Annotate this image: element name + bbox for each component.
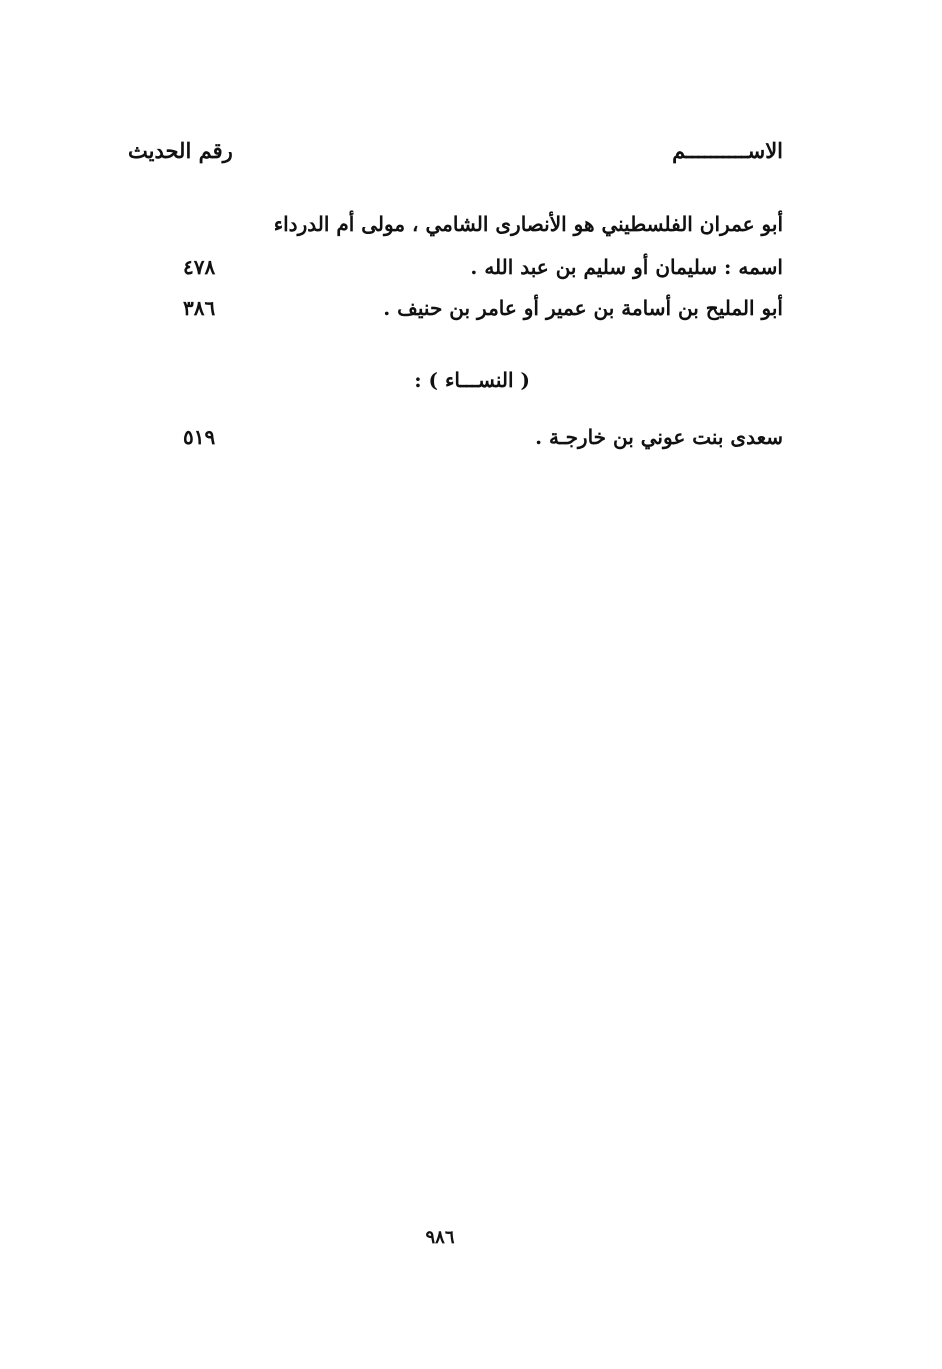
hadith-number-column-title: رقم الحديث (128, 138, 233, 163)
name-column-title: الاســــــــــم (672, 138, 783, 163)
entry-number: ٥١٩ (183, 425, 216, 449)
section-heading-women: ( النســـاء ) : (414, 368, 530, 392)
table-header (128, 138, 783, 178)
entry-number: ٣٨٦ (183, 296, 216, 320)
entry-number: ٤٧٨ (183, 255, 216, 279)
list-item (128, 425, 783, 461)
entry-name: سعدى بنت عوني بن خارجـة . (535, 425, 783, 449)
list-item (128, 212, 783, 248)
entry-name: اسمه : سليمان أو سليم بن عبد الله . (470, 255, 783, 279)
entry-name: أبو المليح بن أسامة بن عمير أو عامر بن حنيف . (383, 296, 783, 320)
entry-name: أبو عمران الفلسطيني هو الأنصارى الشامي ، مولى أم الدرداء (273, 212, 783, 236)
page-number: ٩٨٦ (425, 1227, 455, 1248)
list-item (128, 296, 783, 332)
list-item (128, 255, 783, 291)
